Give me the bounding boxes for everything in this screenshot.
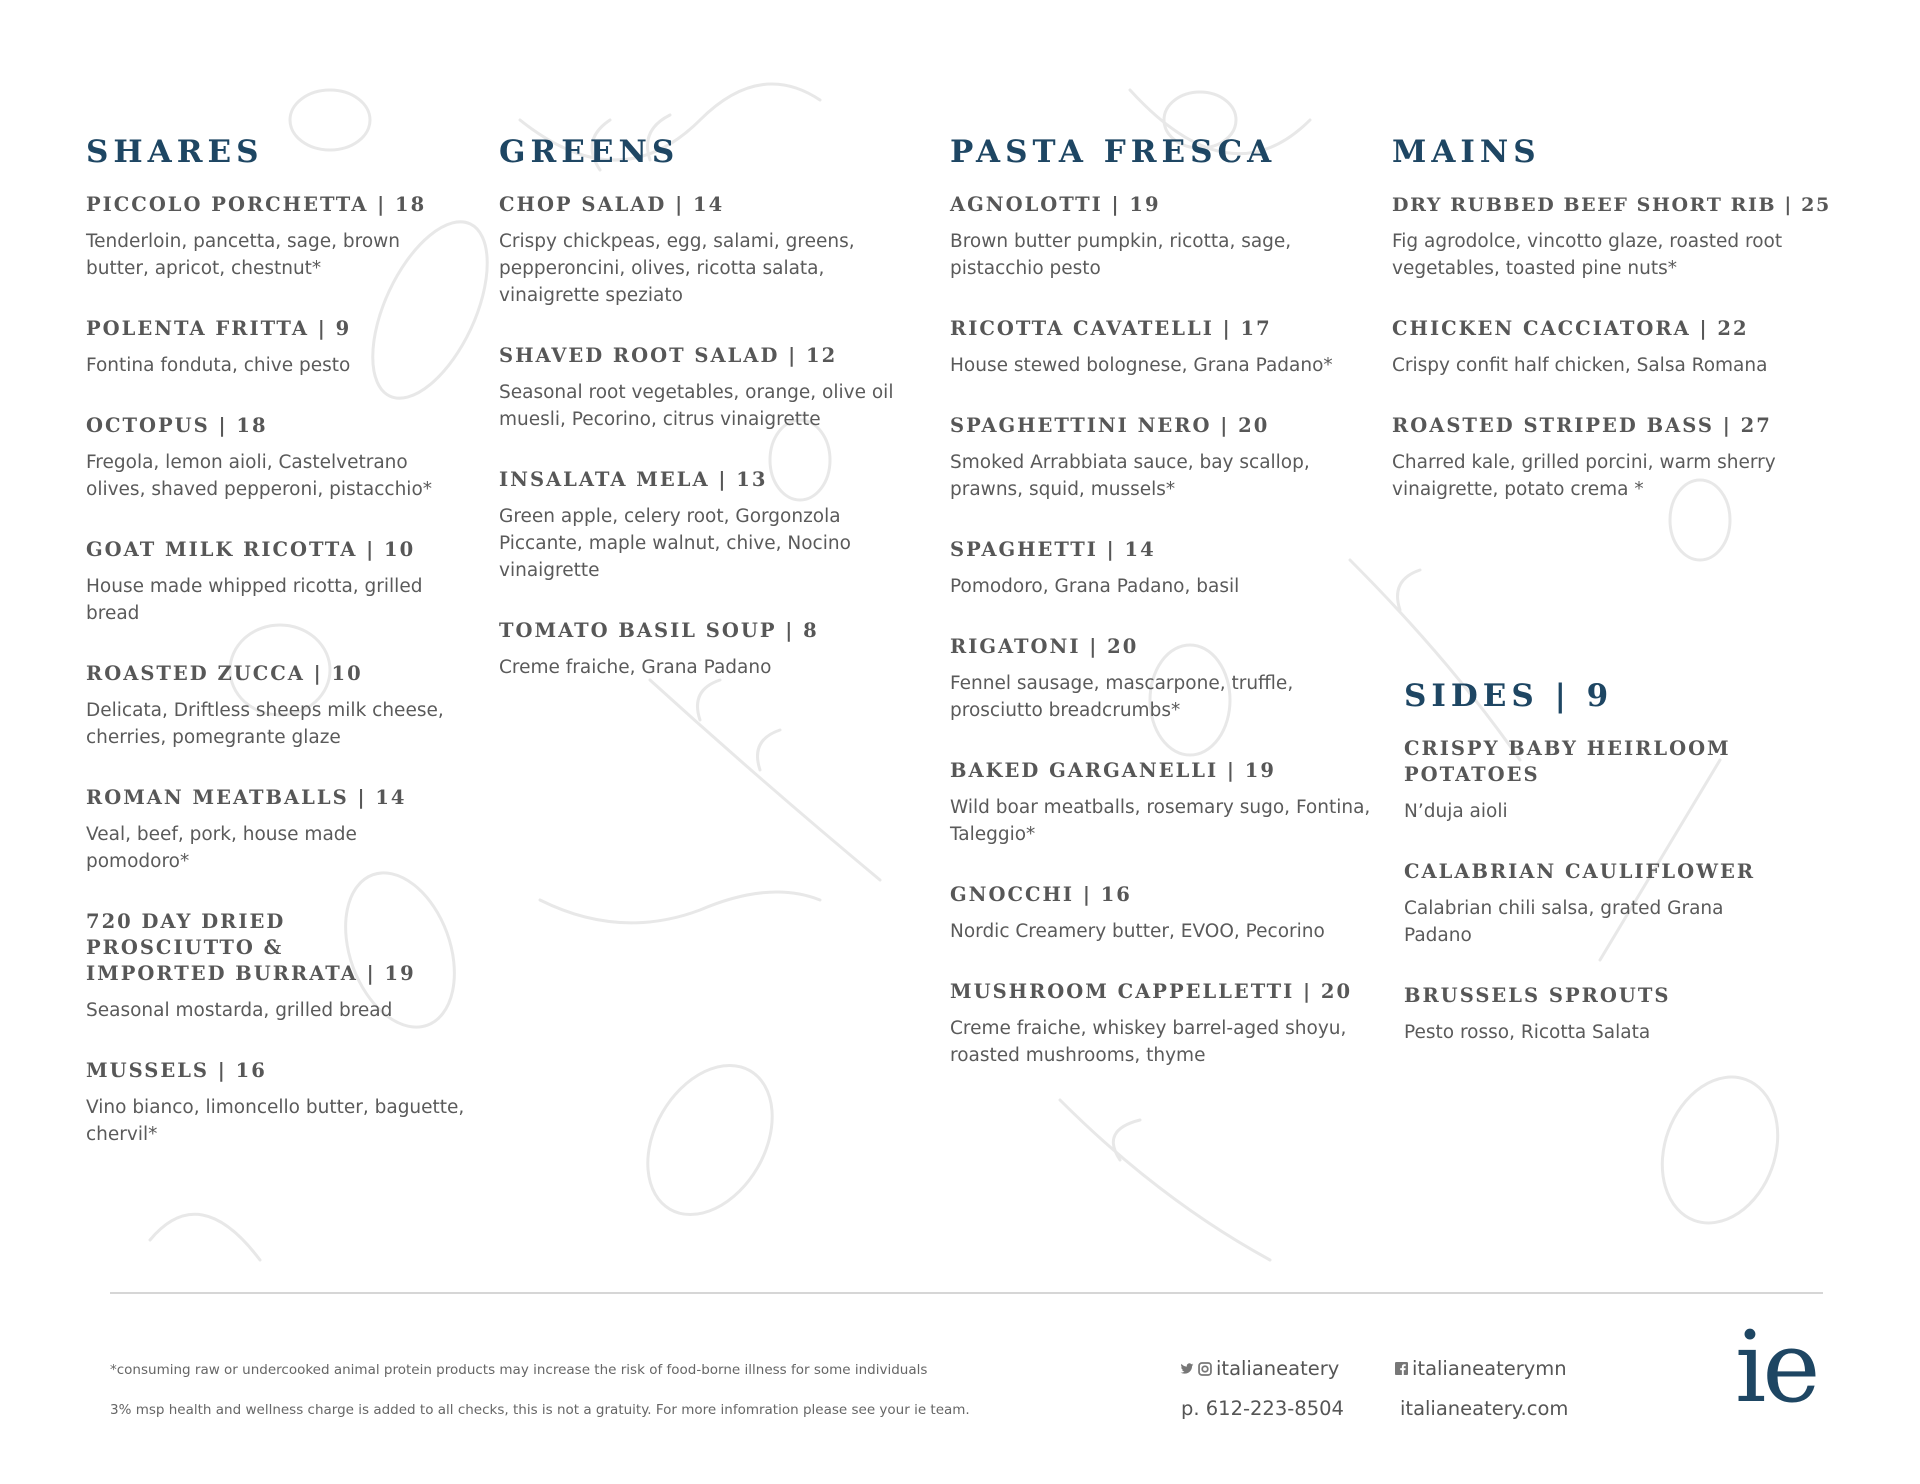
item-name: CHOP SALAD | 14 <box>499 193 725 216</box>
item-name: ROMAN MEATBALLS | 14 <box>86 786 407 809</box>
social-handle-text: italianeatery <box>1216 1357 1340 1380</box>
item-description: Pomodoro, Grana Padano, basil <box>950 576 1240 597</box>
item-description: Crispy chickpeas, egg, salami, greens, pepperoncini, olives, ricotta salata, vinaigrette speziato <box>499 231 855 306</box>
menu-item <box>950 537 1380 600</box>
ie-logo: ie <box>1735 1311 1817 1425</box>
section-title-greens: GREENS <box>499 134 680 170</box>
mains-section <box>1392 134 1892 537</box>
menu-item <box>86 661 466 751</box>
item-name: RICOTTA CAVATELLI | 17 <box>950 317 1272 340</box>
item-description: Nordic Creamery butter, EVOO, Pecorino <box>950 921 1325 942</box>
item-name: PICCOLO PORCHETTA | 18 <box>86 193 427 216</box>
section-title-pasta: PASTA FRESCA <box>950 134 1277 170</box>
menu-item <box>950 316 1380 379</box>
item-description: Veal, beef, pork, house made pomodoro* <box>86 824 357 872</box>
menu-item <box>1392 316 1892 379</box>
item-description: Crispy confit half chicken, Salsa Romana <box>1392 355 1768 376</box>
item-name: BAKED GARGANELLI | 19 <box>950 759 1276 782</box>
menu-item <box>1392 413 1892 503</box>
item-name: ROASTED ZUCCA | 10 <box>86 662 363 685</box>
menu-item <box>499 192 909 309</box>
item-name: SPAGHETTI | 14 <box>950 538 1156 561</box>
item-name: AGNOLOTTI | 19 <box>950 193 1161 216</box>
item-description: Green apple, celery root, Gorgonzola Piccante, maple walnut, chive, Nocino vinaigrette <box>499 506 851 581</box>
item-name: RIGATONI | 20 <box>950 635 1139 658</box>
item-description: Vino bianco, limoncello butter, baguette, chervil* <box>86 1097 465 1145</box>
menu-item <box>950 192 1380 282</box>
section-title-shares: SHARES <box>86 134 264 170</box>
item-description: Fig agrodolce, vincotto glaze, roasted root vegetables, toasted pine nuts* <box>1392 231 1783 279</box>
item-name: INSALATA MELA | 13 <box>499 468 768 491</box>
item-description: Fennel sausage, mascarpone, truffle, prosciutto breadcrumbs* <box>950 673 1294 721</box>
website-link[interactable]: italianeatery.com <box>1400 1397 1569 1420</box>
item-description: Smoked Arrabbiata sauce, bay scallop, prawns, squid, mussels* <box>950 452 1310 500</box>
item-description: Seasonal mostarda, grilled bread <box>86 1000 393 1021</box>
social-handle-link[interactable] <box>1180 1357 1339 1380</box>
item-description: House made whipped ricotta, grilled bread <box>86 576 423 624</box>
item-description: Seasonal root vegetables, orange, olive oil muesli, Pecorino, citrus vinaigrette <box>499 382 894 430</box>
menu-item <box>499 343 909 433</box>
menu-item <box>1404 983 1834 1046</box>
item-name: POLENTA FRITTA | 9 <box>86 317 352 340</box>
item-name: TOMATO BASIL SOUP | 8 <box>499 619 819 642</box>
footer-charge-note: 3% msp health and wellness charge is added to all checks, this is not a gratuity. For more infomration please see your ie team. <box>110 1402 970 1418</box>
menu-item <box>86 785 466 875</box>
menu-item <box>499 618 909 681</box>
menu-item <box>86 316 466 379</box>
item-name: CHICKEN CACCIATORA | 22 <box>1392 317 1749 340</box>
item-name: OCTOPUS | 18 <box>86 414 268 437</box>
item-name: MUSSELS | 16 <box>86 1059 267 1082</box>
menu-item <box>1404 859 1834 949</box>
item-description: Creme fraiche, Grana Padano <box>499 657 772 678</box>
menu-item <box>950 413 1380 503</box>
section-title-sides: SIDES | 9 <box>1404 678 1614 714</box>
menu-item <box>950 979 1380 1069</box>
item-description: Creme fraiche, whiskey barrel-aged shoyu, roasted mushrooms, thyme <box>950 1018 1347 1066</box>
facebook-handle-text: italianeaterymn <box>1412 1357 1567 1380</box>
menu-item <box>950 758 1380 848</box>
item-name: DRY RUBBED BEEF SHORT RIB | 25 <box>1392 194 1831 216</box>
item-description: Pesto rosso, Ricotta Salata <box>1404 1022 1651 1043</box>
shares-section <box>86 134 466 1182</box>
item-name: CALABRIAN CAULIFLOWER <box>1404 860 1756 883</box>
item-name: GOAT MILK RICOTTA | 10 <box>86 538 416 561</box>
item-name: BRUSSELS SPROUTS <box>1404 984 1671 1007</box>
menu-item <box>1392 192 1892 282</box>
menu-item <box>86 909 466 1024</box>
menu-item <box>86 537 466 627</box>
instagram-icon <box>1198 1362 1212 1376</box>
item-description: Calabrian chili salsa, grated Grana Padano <box>1404 898 1724 946</box>
item-description: Wild boar meatballs, rosemary sugo, Fontina, Taleggio* <box>950 797 1371 845</box>
item-name: CRISPY BABY HEIRLOOM POTATOES <box>1404 737 1731 786</box>
menu-item <box>86 1058 466 1148</box>
item-description: Charred kale, grilled porcini, warm sherry vinaigrette, potato crema * <box>1392 452 1776 500</box>
item-description: Tenderloin, pancetta, sage, brown butter, apricot, chestnut* <box>86 231 401 279</box>
sides-section <box>1404 678 1834 1080</box>
footer-disclaimer: *consuming raw or undercooked animal protein products may increase the risk of food-borne illness for some individuals <box>110 1362 928 1378</box>
menu-item <box>950 634 1380 724</box>
pasta-section <box>950 134 1380 1103</box>
facebook-icon <box>1395 1362 1408 1375</box>
facebook-handle-link[interactable] <box>1395 1357 1567 1380</box>
phone-number[interactable]: p. 612-223-8504 <box>1181 1397 1344 1420</box>
footer-divider <box>110 1292 1823 1294</box>
item-name: MUSHROOM CAPPELLETTI | 20 <box>950 980 1353 1003</box>
item-name: 720 DAY DRIED PROSCIUTTO & IMPORTED BURRATA | 19 <box>86 910 416 985</box>
item-name: GNOCCHI | 16 <box>950 883 1132 906</box>
item-description: Delicata, Driftless sheeps milk cheese, cherries, pomegrante glaze <box>86 700 444 748</box>
menu-item <box>86 192 466 282</box>
twitter-icon <box>1180 1363 1194 1375</box>
menu-item <box>499 467 909 584</box>
item-name: SPAGHETTINI NERO | 20 <box>950 414 1270 437</box>
section-title-mains: MAINS <box>1392 134 1541 170</box>
item-name: SHAVED ROOT SALAD | 12 <box>499 344 838 367</box>
menu-item <box>1404 736 1834 825</box>
item-description: Brown butter pumpkin, ricotta, sage, pistacchio pesto <box>950 231 1292 279</box>
item-description: Fontina fonduta, chive pesto <box>86 355 351 376</box>
item-description: Fregola, lemon aioli, Castelvetrano olives, shaved pepperoni, pistacchio* <box>86 452 433 500</box>
greens-section <box>499 134 909 715</box>
item-description: House stewed bolognese, Grana Padano* <box>950 355 1333 376</box>
menu-item <box>950 882 1380 945</box>
item-description: N’duja aioli <box>1404 801 1508 822</box>
menu-item <box>86 413 466 503</box>
item-name: ROASTED STRIPED BASS | 27 <box>1392 414 1772 437</box>
